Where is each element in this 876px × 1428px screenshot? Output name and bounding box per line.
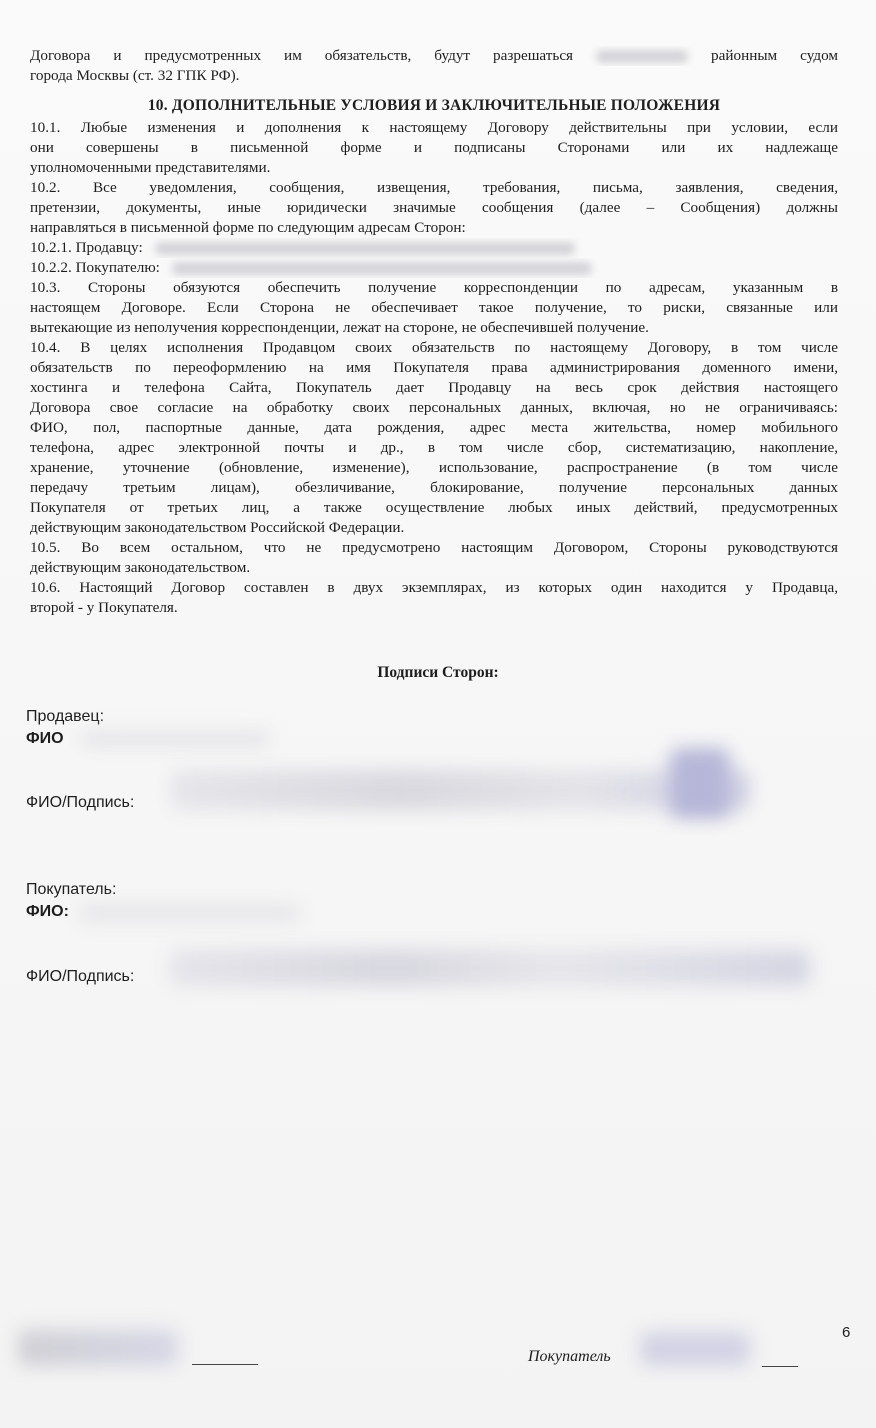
buyer-signature bbox=[170, 950, 810, 986]
clause-text: 10.2.1. Продавцу: bbox=[30, 239, 143, 256]
clause-text: действующим законодательством. bbox=[30, 559, 251, 576]
clause-line bbox=[30, 398, 838, 418]
clause-line bbox=[30, 358, 838, 378]
clause-text: 10.2. Все уведомления, сообщения, извещения, требования, письма, заявления, сведения, bbox=[30, 179, 838, 196]
clause-line bbox=[30, 478, 838, 498]
redacted-court bbox=[596, 50, 688, 63]
page-number: 6 bbox=[842, 1324, 851, 1341]
seller-sign-label: ФИО/Подпись: bbox=[26, 794, 135, 811]
footer-buyer-line bbox=[762, 1366, 798, 1367]
clause-line bbox=[30, 318, 838, 338]
clause-line bbox=[30, 238, 838, 258]
clause-line bbox=[30, 458, 838, 478]
clause-line bbox=[30, 338, 838, 358]
clause-text: передачу третьим лицам), обезличивание, блокирование, получение персональных данных bbox=[30, 479, 838, 496]
clause-text: обязательств по переоформлению на имя Покупателя права администрирования доменного имени, bbox=[30, 359, 838, 376]
clause-text: второй - у Покупателя. bbox=[30, 599, 178, 616]
clause-line bbox=[30, 218, 838, 238]
clause-text: 10.4. В целях исполнения Продавцом своих обязательств по настоящему Договору, в том числе bbox=[30, 339, 838, 356]
clause-line bbox=[30, 298, 838, 318]
clause-line bbox=[30, 578, 838, 598]
clause-text: действующим законодательством Российской Федерации. bbox=[30, 519, 405, 536]
signatures-title: Подписи Сторон: bbox=[377, 664, 499, 681]
buyer-fio-label: ФИО: bbox=[26, 903, 69, 920]
contract-body bbox=[30, 46, 838, 618]
clause-line bbox=[30, 118, 838, 138]
clause-line bbox=[30, 278, 838, 298]
clause-line bbox=[30, 558, 838, 578]
clause-text: хранение, уточнение (обновление, изменение), использование, распространение (в том числе bbox=[30, 459, 838, 476]
intro-line-1-left: Договора и предусмотренных им обязательств, будут разрешаться bbox=[30, 47, 574, 64]
redacted-address bbox=[155, 242, 575, 255]
clause-line bbox=[30, 158, 838, 178]
clause-text: 10.1. Любые изменения и дополнения к настоящему Договору действительны при условии, если bbox=[30, 119, 838, 136]
seller-signature-ink bbox=[670, 748, 730, 818]
seller-label: Продавец: bbox=[26, 708, 105, 725]
redacted-address bbox=[172, 262, 592, 275]
intro-line-1-right: районным судом bbox=[711, 47, 838, 64]
intro-line-2: города Москвы (ст. 32 ГПК РФ). bbox=[30, 67, 240, 84]
clause-text: Договора свое согласие на обработку своих персональных данных, включая, но не ограничиваясь: bbox=[30, 399, 838, 416]
clause-line bbox=[30, 258, 838, 278]
clause-text: уполномоченными представителями. bbox=[30, 159, 271, 176]
clause-text: 10.5. Во всем остальном, что не предусмотрено настоящим Договором, Стороны руководствуются bbox=[30, 539, 838, 556]
clause-text: направляться в письменной форме по следующим адресам Сторон: bbox=[30, 219, 466, 236]
buyer-label: Покупатель: bbox=[26, 881, 117, 898]
clause-text: они совершены в письменной форме и подписаны Сторонами или их надлежаще bbox=[30, 139, 838, 156]
clause-text: 10.3. Стороны обязуются обеспечить получение корреспонденции по адресам, указанным в bbox=[30, 279, 838, 296]
clause-line bbox=[30, 498, 838, 518]
clause-line bbox=[30, 198, 838, 218]
clause-text: 10.2.2. Покупателю: bbox=[30, 259, 160, 276]
clause-line bbox=[30, 518, 838, 538]
clauses bbox=[30, 118, 838, 618]
clause-text: 10.6. Настоящий Договор составлен в двух экземплярах, из которых один находится у Продавца, bbox=[30, 579, 838, 596]
clause-text: телефона, адрес электронной почты и др., в том числе сбор, систематизацию, накопление, bbox=[30, 439, 838, 456]
redacted-buyer-name bbox=[80, 906, 300, 920]
clause-line bbox=[30, 378, 838, 398]
redacted-seller-name bbox=[80, 732, 270, 746]
clause-text: хостинга и телефона Сайта, Покупатель дает Продавцу на весь срок действия настоящего bbox=[30, 379, 838, 396]
clause-line bbox=[30, 418, 838, 438]
clause-line bbox=[30, 178, 838, 198]
clause-line bbox=[30, 598, 838, 618]
footer-buyer-label: Покупатель bbox=[528, 1348, 611, 1365]
clause-line bbox=[30, 138, 838, 158]
clause-text: вытекающие из неполучения корреспонденции, лежат на стороне, не обеспечившей получение. bbox=[30, 319, 649, 336]
clause-text: Покупателя от третьих лиц, а также осуществление любых иных действий, предусмотренных bbox=[30, 499, 838, 516]
clause-text: настоящем Договоре. Если Сторона не обеспечивает такое получение, то риски, связанные или bbox=[30, 299, 838, 316]
clause-line bbox=[30, 538, 838, 558]
clause-text: ФИО, пол, паспортные данные, дата рождения, адрес места жительства, номер мобильного bbox=[30, 419, 838, 436]
footer-buyer-initials bbox=[640, 1332, 750, 1366]
seller-fio-label: ФИО bbox=[26, 730, 64, 747]
clause-text: претензии, документы, иные юридически значимые сообщения (далее – Сообщения) должны bbox=[30, 199, 838, 216]
footer-seller-line bbox=[192, 1364, 258, 1365]
buyer-sign-label: ФИО/Подпись: bbox=[26, 968, 135, 985]
intro-line-1 bbox=[30, 46, 838, 66]
seller-signature bbox=[170, 770, 750, 810]
clause-line bbox=[30, 438, 838, 458]
section-title: 10. ДОПОЛНИТЕЛЬНЫЕ УСЛОВИЯ И ЗАКЛЮЧИТЕЛЬНЫЕ ПОЛОЖЕНИЯ bbox=[147, 97, 721, 114]
footer-seller-initials bbox=[18, 1330, 178, 1366]
